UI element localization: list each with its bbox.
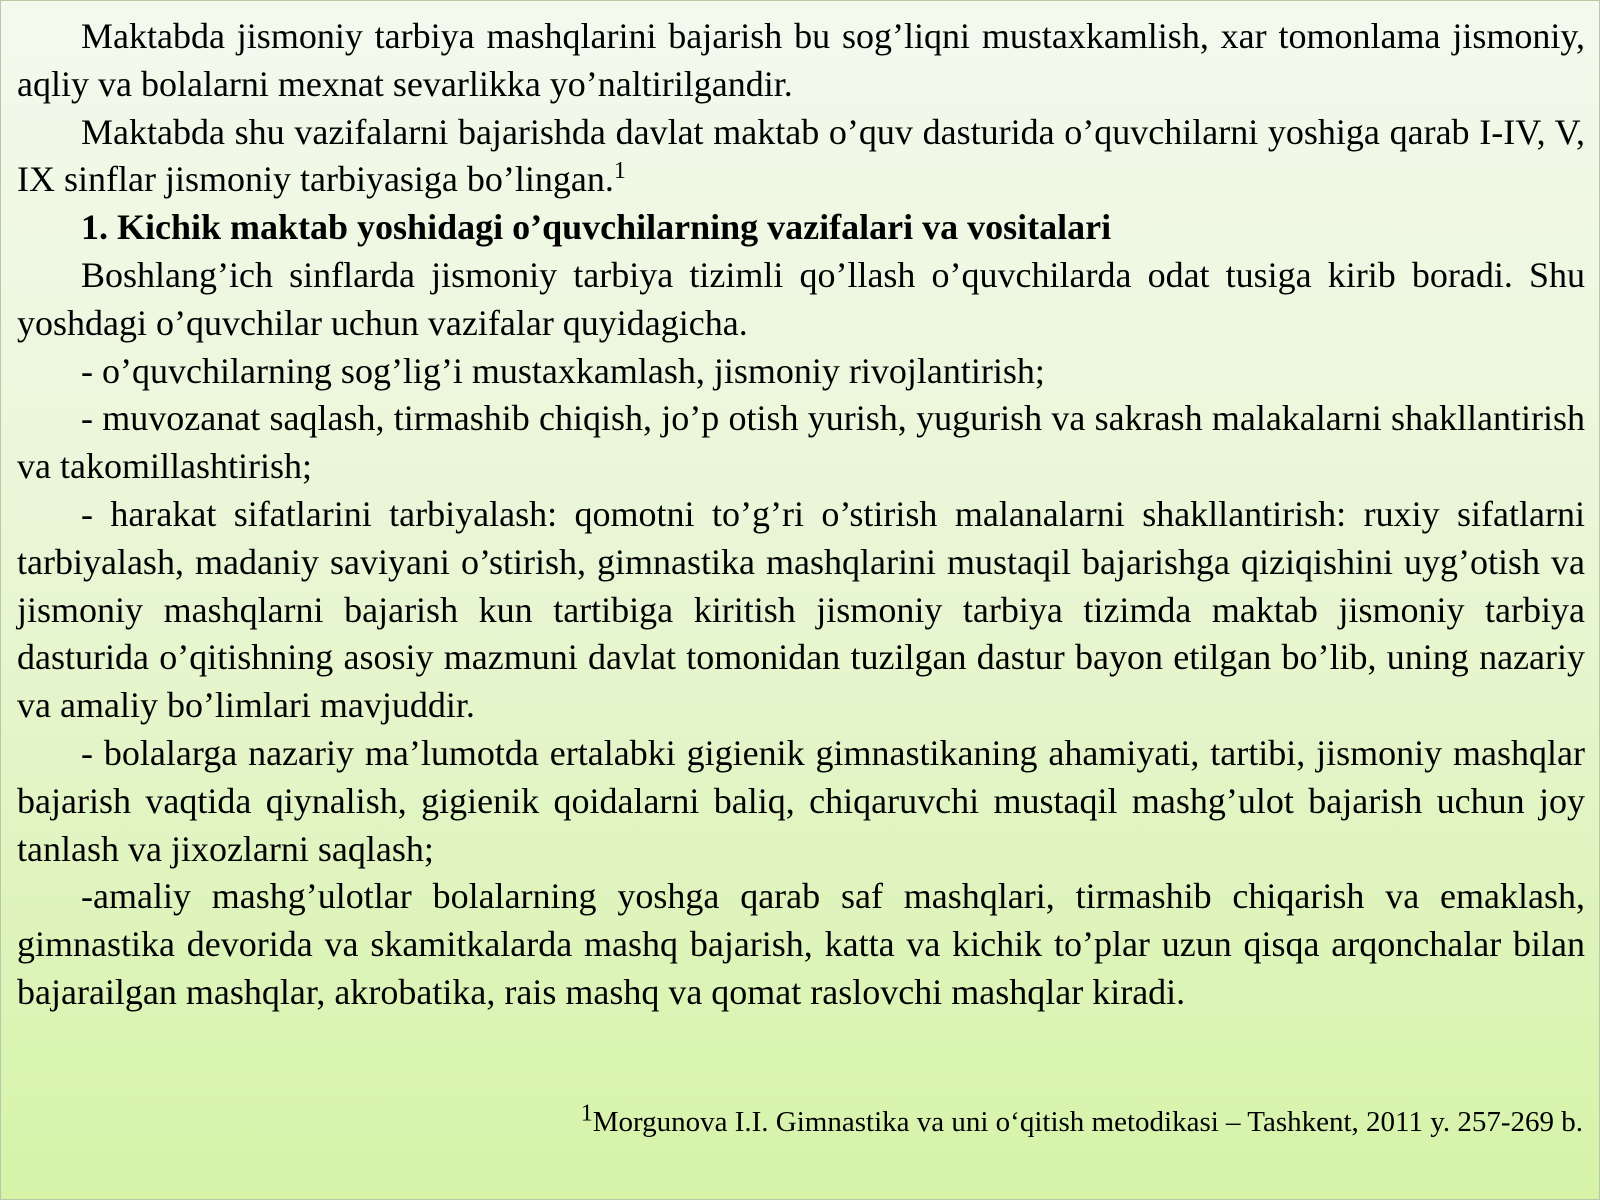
list-item-3-text: - harakat sifatlarini tarbiyalash: qomotni to’g’ri o’stirish malanalarni shakllantirish: ruxiy sifatlarni tarbiyalash, madaniy saviyani o’stirish, gimnastika mashqlarini mustaqil bajarishga qiziqishini uyg’otish va jismoniy mashqlarni bajarish kun tartibiga kiritish jismoniy tarbiya tizimda maktab jismoniy tarbiya dasturida o’qitishning asosiy mazmuni davlat tomonidan tuzilgan dastur bayon etilgan bo’lib, uning nazariy va amaliy bo’limlari mavjuddir.	[17, 493, 1585, 726]
footnote-mark: 1	[580, 1100, 593, 1127]
paragraph-2-text: Maktabda shu vazifalarni bajarishda davlat maktab o’quv dasturida o’quvchilarni yoshiga qarab I-IV, V, IX sinflar jismoniy tarbiyasiga bo’lingan.	[17, 111, 1585, 200]
footnote-reference: 1	[613, 158, 626, 185]
list-item-2-text: - muvozanat saqlash, tirmashib chiqish, jo’p otish yurish, yugurish va sakrash malakalarni shakllantirish va takomillashtirish;	[17, 398, 1585, 487]
section-heading	[17, 204, 1585, 252]
list-item-4	[17, 730, 1585, 873]
list-item-1-text: - o’quvchilarning sog’lig’i mustaxkamlash, jismoniy rivojlantirish;	[81, 350, 1045, 391]
paragraph-4-text: Boshlang’ich sinflarda jismoniy tarbiya tizimli qo’llash o’quvchilarda odat tusiga kirib boradi. Shu yoshdagi o’quvchilar uchun vazifalar quyidagicha.	[17, 254, 1585, 343]
list-item-2	[17, 395, 1585, 491]
list-item-4-text: - bolalarga nazariy ma’lumotda ertalabki gigienik gimnastikaning ahamiyati, tartibi, jismoniy mashqlar bajarish vaqtida qiynalish, gigienik qoidalarni baliq, chiqaruvchi mustaqil mashg’ulot bajarish uchun joy tanlash va jixozlarni saqlash;	[17, 732, 1585, 869]
section-heading-text: 1. Kichik maktab yoshidagi o’quvchilarning vazifalari va vositalari	[81, 207, 1112, 248]
footnote-text: Morgunova I.I. Gimnastika va uni o‘qitish metodikasi – Tashkent, 2011 y. 257-269 b.	[592, 1106, 1583, 1138]
document-body	[17, 13, 1585, 1017]
list-item-5	[17, 873, 1585, 1016]
paragraph-4	[17, 252, 1585, 348]
list-item-3	[17, 491, 1585, 730]
footnote	[580, 1100, 1583, 1140]
paragraph-1	[17, 13, 1585, 109]
paragraph-1-text: Maktabda jismoniy tarbiya mashqlarini bajarish bu sog’liqni mustaxkamlish, xar tomonlama jismoniy, aqliy va bolalarni mexnat sevarlikka yo’naltirilgandir.	[17, 16, 1585, 104]
list-item-5-text: -amaliy mashg’ulotlar bolalarning yoshga qarab saf mashqlari, tirmashib chiqarish va emaklash, gimnastika devorida va skamitkalarda mashq bajarish, katta va kichik to’plar uzun qisqa arqonchalar bilan bajarailgan mashqlar, akrobatika, rais mashq va qomat raslovchi mashqlar kiradi.	[17, 876, 1585, 1012]
list-item-1	[17, 348, 1585, 396]
paragraph-2	[17, 109, 1585, 205]
